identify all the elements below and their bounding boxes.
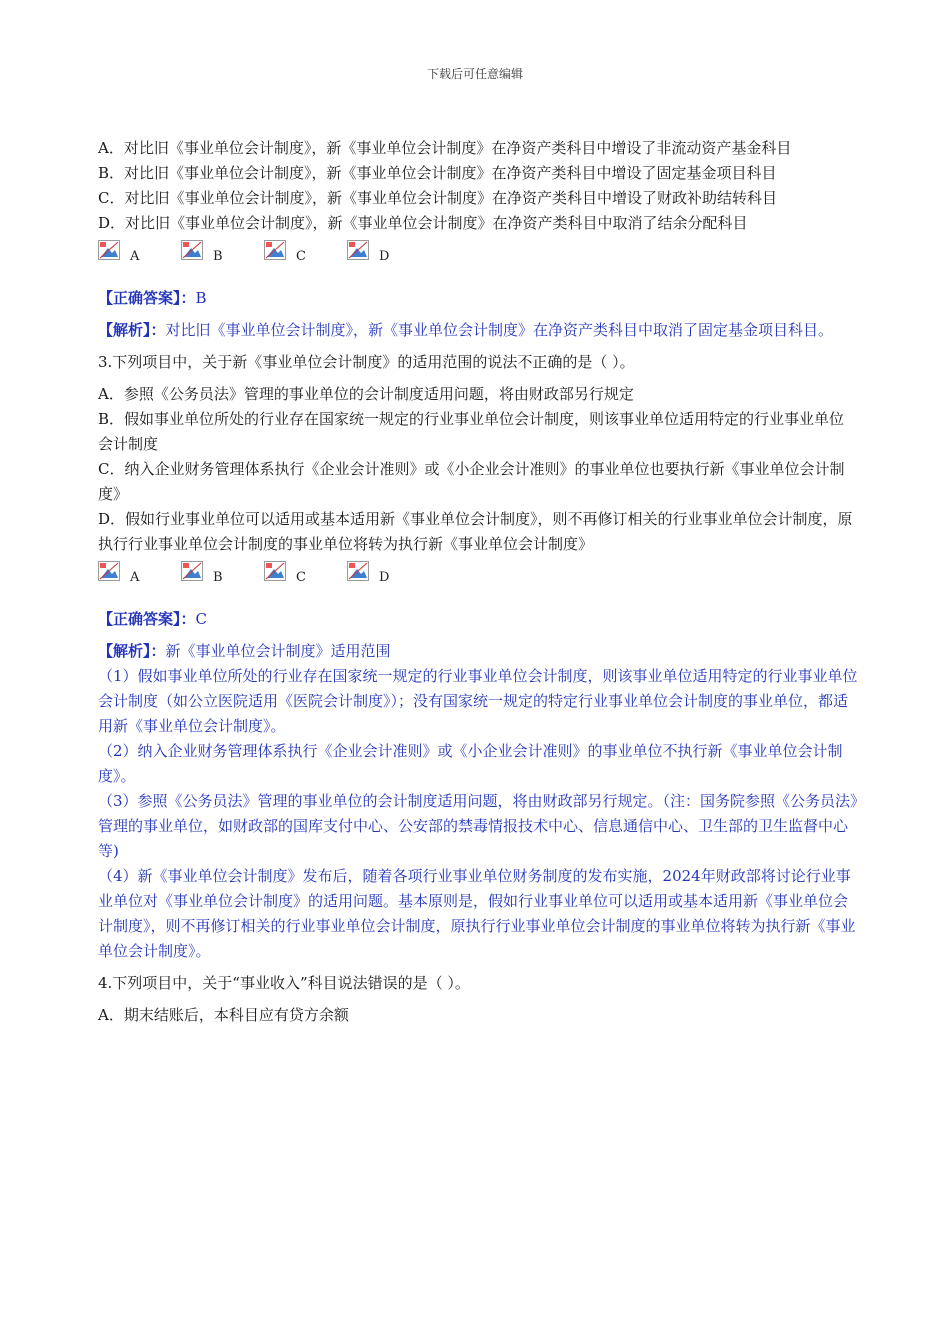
analysis-text: 新《事业单位会计制度》适用范围: [165, 642, 391, 660]
q2-option-d: D．对比旧《事业单位会计制度》，新《事业单位会计制度》在净资产类科目中取消了结余分配科目: [98, 214, 748, 232]
answer-label: 【正确答案】：: [98, 289, 196, 307]
q3-choice-b[interactable]: [181, 561, 264, 584]
document-body: [98, 136, 858, 1028]
analysis-label: 【解析】：: [98, 321, 166, 339]
q3-option-c: C．纳入企业财务管理体系执行《企业会计准则》或《小企业会计准则》的事业单位也要执行新《事业单位会计制度》: [98, 460, 845, 503]
q3-analysis-point-3: （3）参照《公务员法》管理的事业单位的会计制度适用问题，将由财政部另行规定。（注：国务院参照《公务员法》管理的事业单位，如财政部的国库支付中心、公安部的禁毒情报技术中心、信息通信中心、卫生部的卫生监督中心等): [98, 792, 858, 860]
broken-image-icon: [98, 240, 120, 260]
q3-choice-row: [98, 557, 858, 597]
page-header: 下载后可任意编辑: [426, 67, 523, 81]
q3-option-d: D．假如行业事业单位可以适用或基本适用新《事业单位会计制度》，则不再修订相关的行业事业单位会计制度，原执行行业事业单位会计制度的事业单位将转为执行新《事业单位会计制度》: [98, 510, 853, 553]
choice-label: D: [379, 249, 390, 264]
q2-choice-d[interactable]: [347, 240, 430, 263]
analysis-text: 对比旧《事业单位会计制度》，新《事业单位会计制度》在净资产类科目中取消了固定基金项目科目。: [165, 321, 834, 339]
q2-choice-b[interactable]: [181, 240, 264, 263]
broken-image-icon: [98, 561, 120, 581]
q4-option-a: A．期末结账后，本科目应有贷方余额: [98, 1006, 349, 1024]
answer-label: 【正确答案】：: [98, 610, 196, 628]
q2-option-c: C．对比旧《事业单位会计制度》，新《事业单位会计制度》在净资产类科目中增设了财政补助结转科目: [98, 189, 777, 207]
q3-option-b: B．假如事业单位所处的行业存在国家统一规定的行业事业单位会计制度，则该事业单位适用特定的行业事业单位会计制度: [98, 410, 845, 453]
q3-analysis-point-2: （2）纳入企业财务管理体系执行《企业会计准则》或《小企业会计准则》的事业单位不执行新《事业单位会计制度》。: [98, 742, 843, 785]
q2-choice-c[interactable]: [264, 240, 347, 263]
broken-image-icon: [347, 240, 369, 260]
q2-choice-row: [98, 236, 858, 276]
q2-choice-a[interactable]: [98, 240, 181, 263]
q3-option-a: A．参照《公务员法》管理的事业单位的会计制度适用问题，将由财政部另行规定: [98, 385, 634, 403]
q3-analysis-point-4: （4）新《事业单位会计制度》发布后，随着各项行业事业单位财务制度的发布实施，2024年财政部将讨论行业事业单位对《事业单位会计制度》的适用问题。基本原则是，假如行业事业单位可以适用或基本适用新《事业单位会计制度》，则不再修订相关的行业事业单位会计制度，原执行行业事业单位会计制度的事业单位将转为执行新《事业单位会计制度》。: [98, 867, 856, 960]
q2-option-a: A．对比旧《事业单位会计制度》，新《事业单位会计制度》在净资产类科目中增设了非流动资产基金科目: [98, 139, 792, 157]
q3-question: 3.下列项目中，关于新《事业单位会计制度》的适用范围的说法不正确的是（ ）。: [98, 353, 635, 371]
broken-image-icon: [264, 561, 286, 581]
choice-label: D: [379, 570, 390, 585]
q2-analysis: [98, 318, 858, 343]
choice-label: C: [296, 249, 306, 264]
q3-analysis-title: [98, 639, 858, 664]
choice-label: B: [213, 570, 223, 585]
choice-label: C: [296, 570, 306, 585]
broken-image-icon: [181, 561, 203, 581]
choice-label: B: [213, 249, 223, 264]
q3-choice-c[interactable]: [264, 561, 347, 584]
answer-value: C: [195, 610, 207, 628]
choice-label: A: [130, 570, 140, 585]
q3-choice-d[interactable]: [347, 561, 430, 584]
broken-image-icon: [264, 240, 286, 260]
q2-option-b: B．对比旧《事业单位会计制度》，新《事业单位会计制度》在净资产类科目中增设了固定基金项目科目: [98, 164, 777, 182]
answer-value: B: [195, 289, 207, 307]
q3-choice-a[interactable]: [98, 561, 181, 584]
q3-analysis-point-1: （1）假如事业单位所处的行业存在国家统一规定的行业事业单位会计制度，则该事业单位适用特定的行业事业单位会计制度（如公立医院适用《医院会计制度》）；没有国家统一规定的特定行业事业单位会计制度的事业单位，都适用新《事业单位会计制度》。: [98, 667, 858, 735]
q3-answer: [98, 607, 858, 632]
choice-label: A: [130, 249, 140, 264]
broken-image-icon: [347, 561, 369, 581]
broken-image-icon: [181, 240, 203, 260]
analysis-label: 【解析】：: [98, 642, 166, 660]
q2-answer: [98, 286, 858, 311]
q4-question: 4.下列项目中，关于“事业收入”科目说法错误的是（ ）。: [98, 974, 470, 992]
